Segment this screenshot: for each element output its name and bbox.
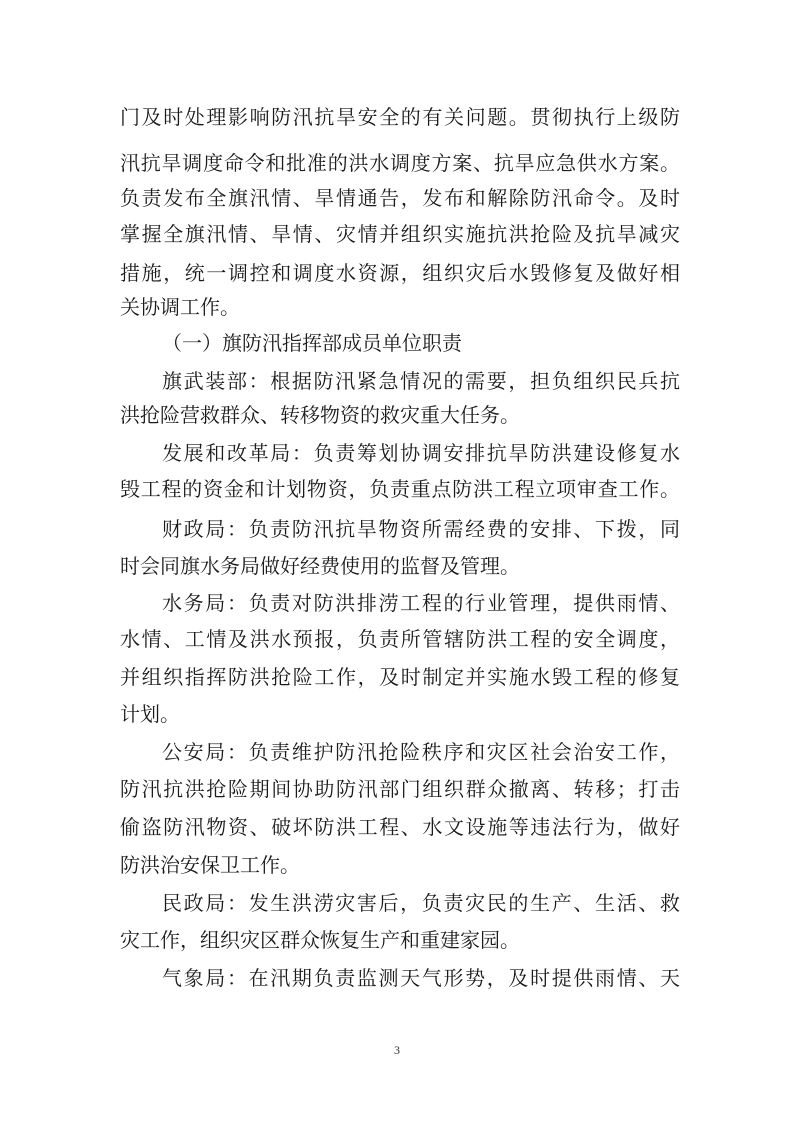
para-water-line-4: 计划。 xyxy=(120,702,180,726)
para-meteorology-line-1: 气象局：在汛期负责监测天气形势，及时提供雨情、天 xyxy=(162,966,680,990)
para-water-line-1: 水务局：负责对防洪排涝工程的行业管理，提供雨情、 xyxy=(162,591,680,615)
para-water-line-3: 并组织指挥防洪抢险工作，及时制定并实施水毁工程的修复 xyxy=(120,665,680,689)
para-finance-line-1: 财政局：负责防汛抗旱物资所需经费的安排、下拨，同 xyxy=(162,517,680,541)
body-line-4: 掌握全旗汛情、旱情、灾情并组织实施抗洪抢险及抗旱减灾 xyxy=(120,222,680,246)
body-line-3: 负责发布全旗汛情、旱情通告，发布和解除防汛命令。及时 xyxy=(120,186,680,210)
para-development-line-1: 发展和改革局：负责筹划协调安排抗旱防洪建设修复水 xyxy=(162,441,680,465)
para-development-line-2: 毁工程的资金和计划物资，负责重点防洪工程立项审查工作。 xyxy=(120,477,680,501)
para-civil-affairs-line-1: 民政局：发生洪涝灾害后，负责灾民的生产、生活、救 xyxy=(162,891,680,915)
para-police-line-1: 公安局：负责维护防汛抢险秩序和灾区社会治安工作， xyxy=(162,740,680,764)
para-water-line-2: 水情、工情及洪水预报，负责所管辖防洪工程的安全调度， xyxy=(120,627,680,651)
page-number: 3 xyxy=(394,1043,400,1057)
para-civil-affairs-line-2: 灾工作，组织灾区群众恢复生产和重建家园。 xyxy=(120,928,520,952)
para-armed-forces-line-1: 旗武装部：根据防汛紧急情况的需要，担负组织民兵抗 xyxy=(162,369,680,393)
body-line-6: 关协调工作。 xyxy=(120,295,240,319)
para-armed-forces-line-2: 洪抢险营救群众、转移物资的救灾重大任务。 xyxy=(120,403,520,427)
para-police-line-3: 偷盗防汛物资、破坏防洪工程、水文设施等违法行为，做好 xyxy=(120,815,680,839)
section-heading: （一）旗防汛指挥部成员单位职责 xyxy=(162,331,462,355)
para-police-line-2: 防汛抗洪抢险期间协助防汛部门组织群众撤离、转移；打击 xyxy=(120,777,680,801)
para-police-line-4: 防洪治安保卫工作。 xyxy=(120,853,300,877)
para-finance-line-2: 时会同旗水务局做好经费使用的监督及管理。 xyxy=(120,554,520,578)
body-line-1: 门及时处理影响防汛抗旱安全的有关问题。贯彻执行上级防 xyxy=(120,105,680,129)
body-line-2: 汛抗旱调度命令和批准的洪水调度方案、抗旱应急供水方案。 xyxy=(120,151,680,175)
body-line-5: 措施，统一调控和调度水资源，组织灾后水毁修复及做好相 xyxy=(120,261,680,285)
